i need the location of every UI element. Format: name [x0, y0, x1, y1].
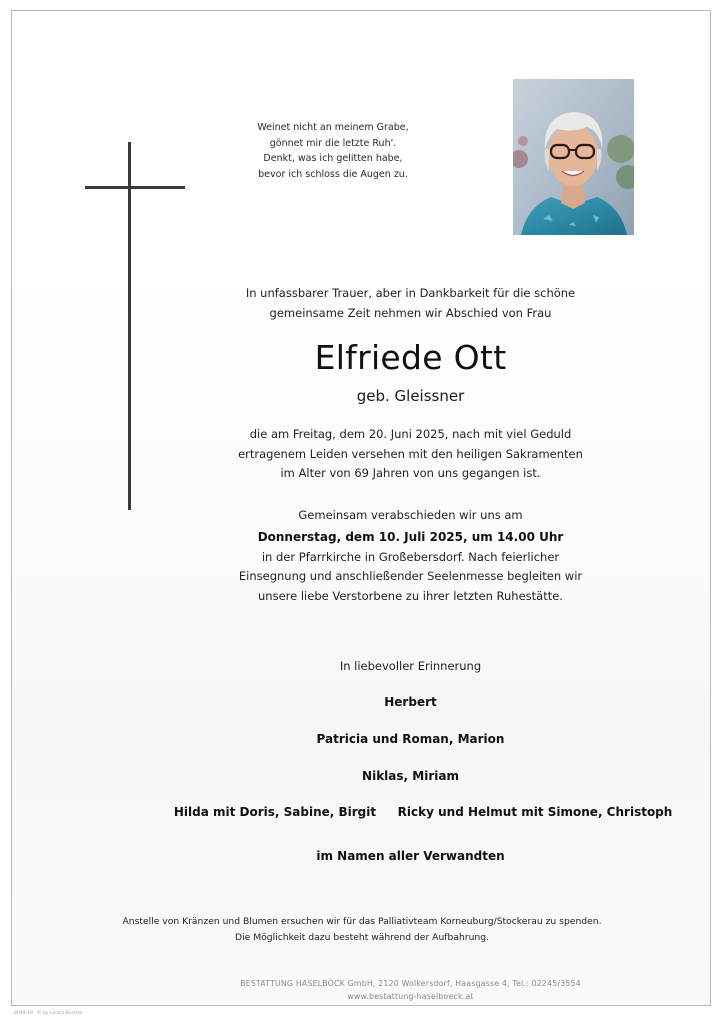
footer-company: BESTATTUNG HASELBÖCK GmbH, 2120 Wolkersdorf, Haasgasse 4, Tel.: 02245/3554 — [240, 979, 581, 988]
footer — [160, 978, 661, 1003]
funeral-line: in der Pfarrkirche in Großebersdorf. Nach feierlicher — [261, 549, 560, 564]
death-line: ertragenem Leiden versehen mit den heiligen Sakramenten — [238, 446, 583, 461]
cross-icon-vertical-bar — [128, 142, 131, 510]
poem-line: Weinet nicht an meinem Grabe, — [257, 122, 409, 133]
notice-line: Anstelle von Kränzen und Blumen ersuchen wir für das Palliativteam Korneuburg/Stockerau zu spenden. — [122, 916, 602, 927]
mourner-line: Niklas, Miriam — [362, 769, 459, 783]
poem-line: gönnet mir die letzte Ruh'. — [269, 137, 397, 149]
maiden-name: geb. Gleissner — [356, 387, 465, 405]
poem-line: bevor ich schloss die Augen zu. — [258, 168, 408, 180]
donation-notice — [40, 914, 684, 946]
mourner-line: Herbert — [384, 695, 437, 709]
portrait-photo — [513, 79, 634, 235]
notice-line: Die Möglichkeit dazu besteht während der Aufbahrung. — [235, 932, 489, 943]
funeral-date: Donnerstag, dem 10. Juli 2025, um 14.00 Uhr — [257, 529, 564, 544]
death-line: im Alter von 69 Jahren von uns gegangen ist. — [280, 466, 541, 480]
mourner-closing: im Namen aller Verwandten — [316, 849, 505, 863]
memory-heading: In liebevoller Erinnerung — [339, 659, 482, 673]
intro-line: In unfassbarer Trauer, aber in Dankbarkeit für die schöne — [245, 286, 576, 300]
funeral-line: Einsegnung und anschließender Seelenmesse begleiten wir — [238, 569, 583, 583]
poem — [200, 120, 466, 182]
funeral-text — [160, 506, 661, 606]
poem-line: Denkt, was ich gelitten habe, — [263, 153, 403, 164]
print-code: 8049-10 · © by Linsch-Buchse — [14, 1011, 83, 1016]
funeral-intro: Gemeinsam verabschieden wir uns am — [298, 508, 523, 522]
intro-line: gemeinsame Zeit nehmen wir Abschied von Frau — [269, 305, 552, 320]
mourner-line-right: Ricky und Helmut mit Simone, Christoph — [397, 805, 673, 819]
death-line: die am Freitag, dem 20. Juni 2025, nach mit viel Geduld — [249, 427, 572, 441]
intro-text — [160, 284, 661, 323]
portrait-photo-icon — [513, 79, 634, 235]
deceased-name: Elfriede Ott — [314, 338, 507, 377]
mourner-line: Patricia und Roman, Marion — [316, 732, 505, 746]
death-text — [160, 425, 661, 484]
cross-icon-horizontal-bar — [85, 186, 185, 189]
funeral-line: unsere liebe Verstorbene zu ihrer letzten Ruhestätte. — [258, 588, 563, 603]
mourner-line-left: Hilda mit Doris, Sabine, Birgit — [173, 805, 377, 819]
footer-website[interactable]: www.bestattung-haselboeck.at — [347, 991, 474, 1001]
